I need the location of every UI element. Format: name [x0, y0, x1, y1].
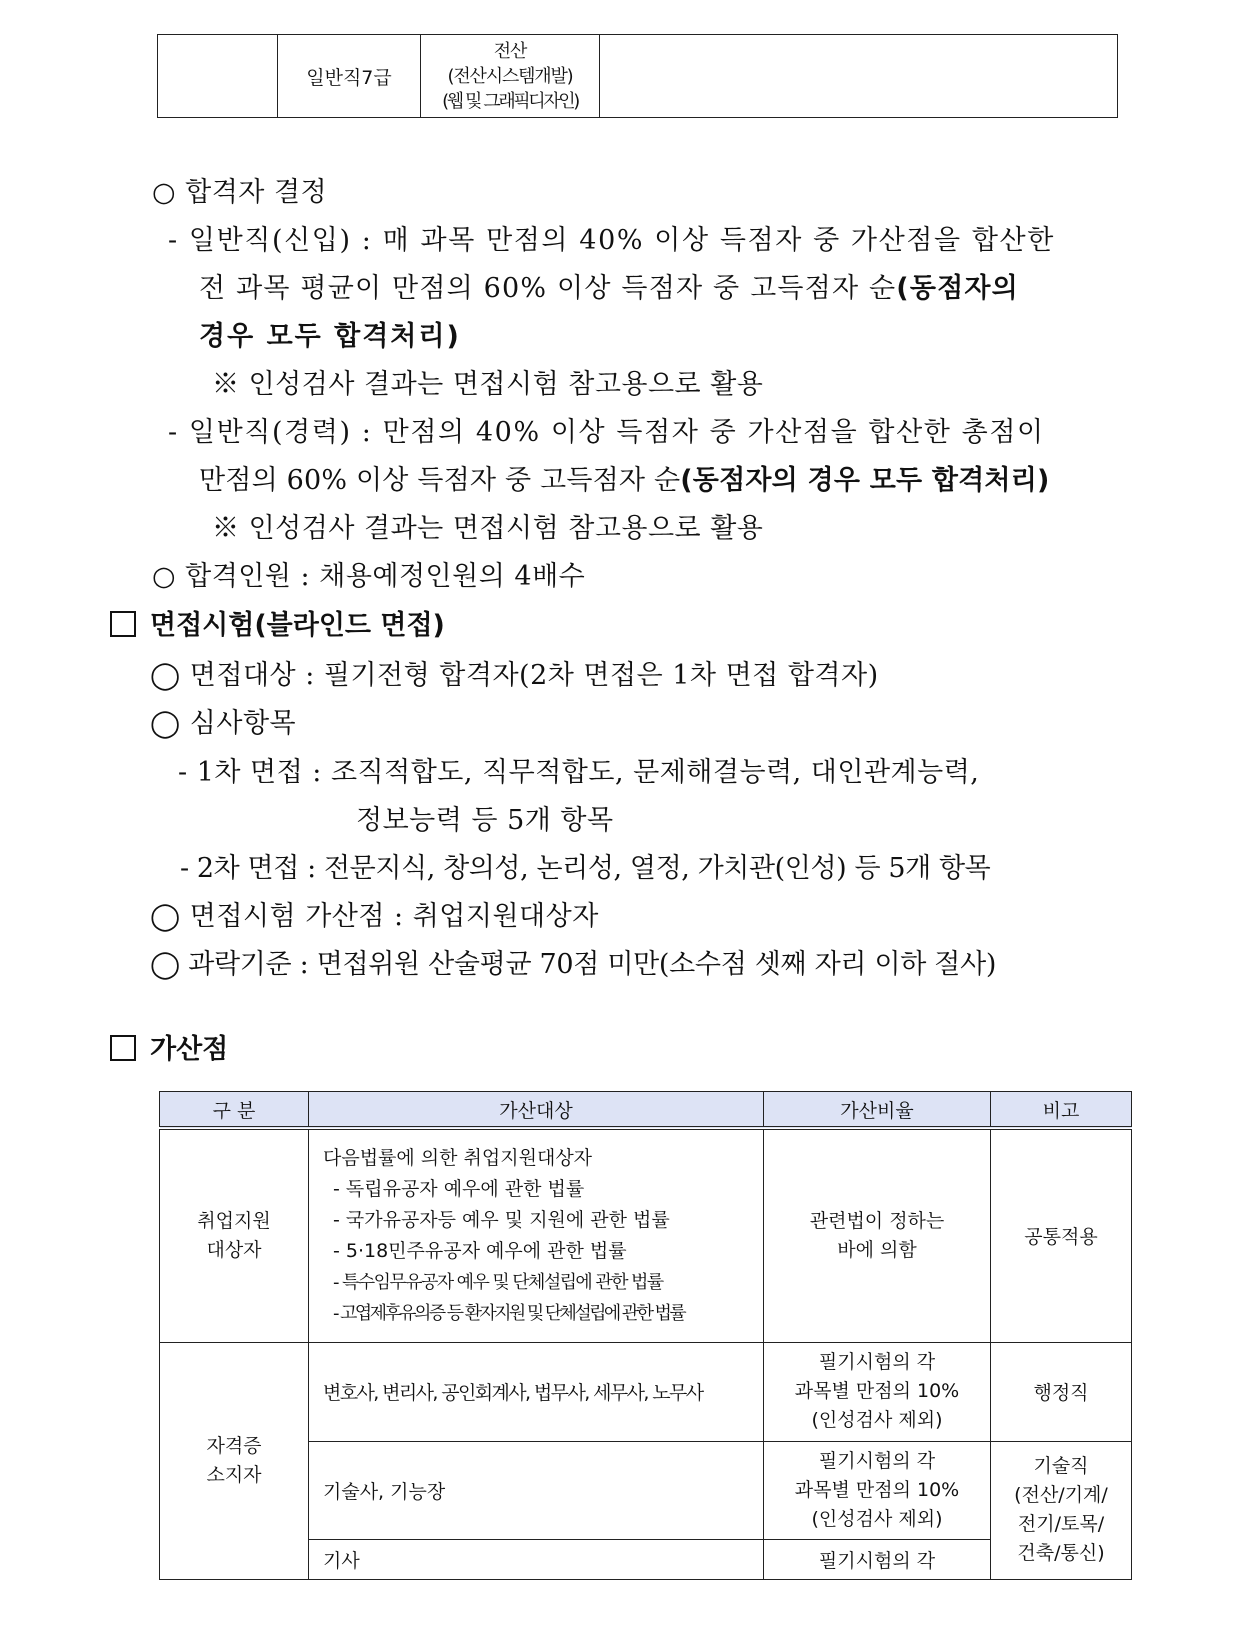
target-item: - 고엽제후유의증 등 환자지원 및 단체설립에 관한 법률 — [333, 1302, 685, 1324]
new-hire-bold-2: (동점자의 — [896, 273, 1019, 304]
ratio-line-2: 과목별 만점의 10% — [794, 1380, 960, 1402]
career-line-2 — [199, 458, 1050, 497]
field-line-1: 전산 — [493, 40, 527, 62]
career-text-2: 만점의 60% 이상 득점자 중 고득점자 순 — [199, 465, 681, 496]
field-line-3: (웹 및 그래픽디자인) — [442, 90, 578, 112]
new-hire-text-2: 전 과목 평균이 만점의 60% 이상 득점자 중 고득점자 순 — [199, 273, 897, 304]
note-2: ※ 인성검사 결과는 면접시험 참고용으로 활용 — [212, 513, 764, 544]
new-hire-bold-3: 경우 모두 합격처리) — [199, 321, 461, 352]
header-note: 비고 — [991, 1092, 1132, 1129]
interview-bonus: ◯ 면접시험 가산점 : 취업지원대상자 — [150, 901, 599, 932]
note-cell: 행정직 — [991, 1342, 1132, 1441]
empty-cell — [600, 35, 1118, 118]
interview-fail: ◯ 과락기준 : 면접위원 산술평균 70점 미만(소수점 셋째 자리 이하 절사) — [150, 949, 997, 980]
interview-items-title: ◯ 심사항목 — [150, 708, 297, 739]
field-line-2: (전산시스템개발) — [447, 65, 573, 87]
pass-count: ○ 합격인원 : 채용예정인원의 4배수 — [152, 561, 586, 592]
empty-cell — [158, 35, 278, 118]
target-item: 다음법률에 의한 취업지원대상자 — [323, 1146, 593, 1169]
ratio-line-1: 필기시험의 각 — [818, 1449, 936, 1472]
targets-cell — [309, 1128, 764, 1342]
ratio-line-3: (인성검사 제외) — [811, 1507, 943, 1530]
target-cell: 기사 — [309, 1539, 764, 1579]
ratio-cell — [764, 1441, 991, 1539]
new-hire-text-1: 매 과목 만점의 40% 이상 득점자 중 가산점을 합산한 — [382, 225, 1055, 256]
interview-first-1: - 1차 면접 : 조직적합도, 직무적합도, 문제해결능력, 대인관계능력, — [178, 757, 980, 788]
note-cell: 공통적용 — [991, 1128, 1132, 1342]
interview-first-2: 정보능력 등 5개 항목 — [356, 805, 614, 836]
target-item: - 특수임무유공자 예우 및 단체설립에 관한 법률 — [333, 1271, 663, 1293]
career-line-1 — [168, 410, 1045, 449]
note-cell — [991, 1441, 1132, 1579]
table-row — [160, 1128, 1132, 1342]
ratio-line-2: 바에 의함 — [837, 1238, 917, 1261]
ratio-line-3: (인성검사 제외) — [811, 1409, 943, 1431]
new-hire-line-1 — [168, 218, 1055, 257]
note-1: ※ 인성검사 결과는 면접시험 참고용으로 활용 — [212, 369, 764, 400]
bonus-table — [159, 1091, 1132, 1580]
target-item: - 5·18민주유공자 예우에 관한 법률 — [333, 1239, 627, 1262]
category-line-2: 소지자 — [206, 1463, 262, 1486]
category-cell — [160, 1342, 309, 1579]
checkbox-square-icon — [110, 611, 136, 637]
career-text-1: 만점의 40% 이상 득점자 중 가산점을 합산한 총점이 — [382, 417, 1045, 448]
header-ratio: 가산비율 — [764, 1092, 991, 1129]
grade-cell: 일반직7급 — [278, 35, 421, 118]
ratio-cell: 필기시험의 각 — [764, 1539, 991, 1579]
field-cell — [421, 35, 600, 118]
pass-decision: ○ 합격자 결정 — [152, 177, 328, 208]
target-cell: 변호사, 변리사, 공인회계사, 법무사, 세무사, 노무사 — [309, 1342, 764, 1441]
bonus-heading — [110, 1027, 228, 1066]
ratio-cell — [764, 1342, 991, 1441]
top-table — [157, 34, 1118, 118]
category-line-1: 자격증 — [206, 1434, 262, 1457]
target-item: - 독립유공자 예우에 관한 법률 — [333, 1177, 585, 1200]
ratio-line-1: 필기시험의 각 — [818, 1351, 936, 1373]
note-line-4: 건축/통신) — [1017, 1542, 1105, 1564]
category-line-2: 대상자 — [206, 1238, 262, 1261]
target-item: - 국가유공자등 예우 및 지원에 관한 법률 — [333, 1208, 670, 1231]
career-bold-2: (동점자의 경우 모두 합격처리) — [680, 465, 1050, 496]
interview-second: - 2차 면접 : 전문지식, 창의성, 논리성, 열정, 가치관(인성) 등 5개 항목 — [180, 853, 991, 884]
bonus-heading-text: 가산점 — [150, 1034, 229, 1065]
target-cell: 기술사, 기능장 — [309, 1441, 764, 1539]
category-line-1: 취업지원 — [197, 1209, 271, 1232]
interview-target: ◯ 면접대상 : 필기전형 합격자(2차 면접은 1차 면접 합격자) — [150, 660, 879, 691]
category-cell — [160, 1128, 309, 1342]
ratio-cell — [764, 1128, 991, 1342]
career-label: - 일반직(경력) : — [168, 417, 383, 448]
note-line-1: 기술직 — [1033, 1455, 1089, 1477]
note-line-3: 전기/토목/ — [1017, 1513, 1105, 1535]
header-category: 구 분 — [160, 1092, 309, 1129]
new-hire-label: - 일반직(신입) : — [168, 225, 383, 256]
table-row — [160, 1342, 1132, 1441]
ratio-line-2: 과목별 만점의 10% — [794, 1478, 960, 1501]
checkbox-square-icon — [110, 1035, 136, 1061]
header-target: 가산대상 — [309, 1092, 764, 1129]
interview-heading — [110, 603, 445, 642]
interview-heading-text: 면접시험(블라인드 면접) — [150, 610, 445, 641]
ratio-line-1: 관련법이 정하는 — [809, 1209, 945, 1232]
new-hire-line-2 — [199, 266, 1019, 305]
note-line-2: (전산/기계/ — [1014, 1484, 1108, 1506]
